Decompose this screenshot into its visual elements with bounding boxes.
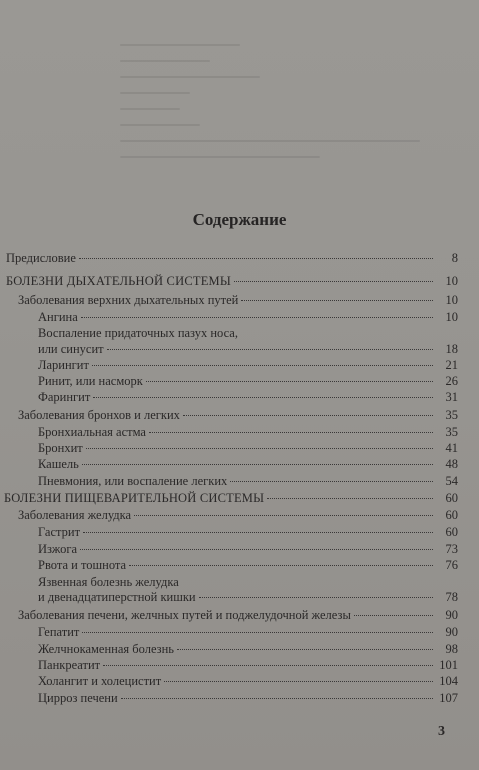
toc-entry: и двенадцатиперстной кишки 78 xyxy=(38,590,458,604)
toc-entry: Цирроз печени 107 xyxy=(38,691,458,705)
toc-section: БОЛЕЗНИ ПИЩЕВАРИТЕЛЬНОЙ СИСТЕМЫ 60 xyxy=(4,491,458,505)
page-number: 3 xyxy=(438,724,445,739)
toc-entry: Бронхит 41 xyxy=(38,441,458,455)
toc-entry: или синусит 18 xyxy=(38,342,458,356)
toc-entry: Холангит и холецистит 104 xyxy=(38,674,458,688)
toc-entry: Гепатит 90 xyxy=(38,625,458,639)
toc-entry: Панкреатит 101 xyxy=(38,658,458,672)
toc-entry: Ангина 10 xyxy=(38,310,458,324)
toc-entry: Заболевания верхних дыхательных путей 10 xyxy=(18,293,458,307)
toc-entry: Рвота и тошнота 76 xyxy=(38,558,458,572)
toc-entry: Кашель 48 xyxy=(38,457,458,471)
toc-entry: Предисловие 8 xyxy=(6,251,458,265)
toc-entry: Пневмония, или воспаление легких 54 xyxy=(38,474,458,488)
toc-entry: Гастрит 60 xyxy=(38,525,458,539)
toc-section: БОЛЕЗНИ ДЫХАТЕЛЬНОЙ СИСТЕМЫ 10 xyxy=(6,274,458,288)
toc-entry: Заболевания желудка 60 xyxy=(18,508,458,522)
toc-entry: Изжога 73 xyxy=(38,542,458,556)
bleed-through xyxy=(60,30,460,230)
toc-entry: Желчнокаменная болезнь 98 xyxy=(38,642,458,656)
page-title: Содержание xyxy=(192,210,287,229)
toc-entry: Заболевания печени, желчных путей и поджелудочной железы 90 xyxy=(18,608,458,622)
toc-entry: Ларингит 21 xyxy=(38,358,458,372)
toc-entry: Язвенная болезнь желудка xyxy=(38,575,179,589)
toc-entry: Бронхиальная астма 35 xyxy=(38,425,458,439)
toc-entry: Ринит, или насморк 26 xyxy=(38,374,458,388)
toc-entry: Фарингит 31 xyxy=(38,390,458,404)
toc-entry: Воспаление придаточных пазух носа, xyxy=(38,326,238,340)
toc-entry: Заболевания бронхов и легких 35 xyxy=(18,408,458,422)
